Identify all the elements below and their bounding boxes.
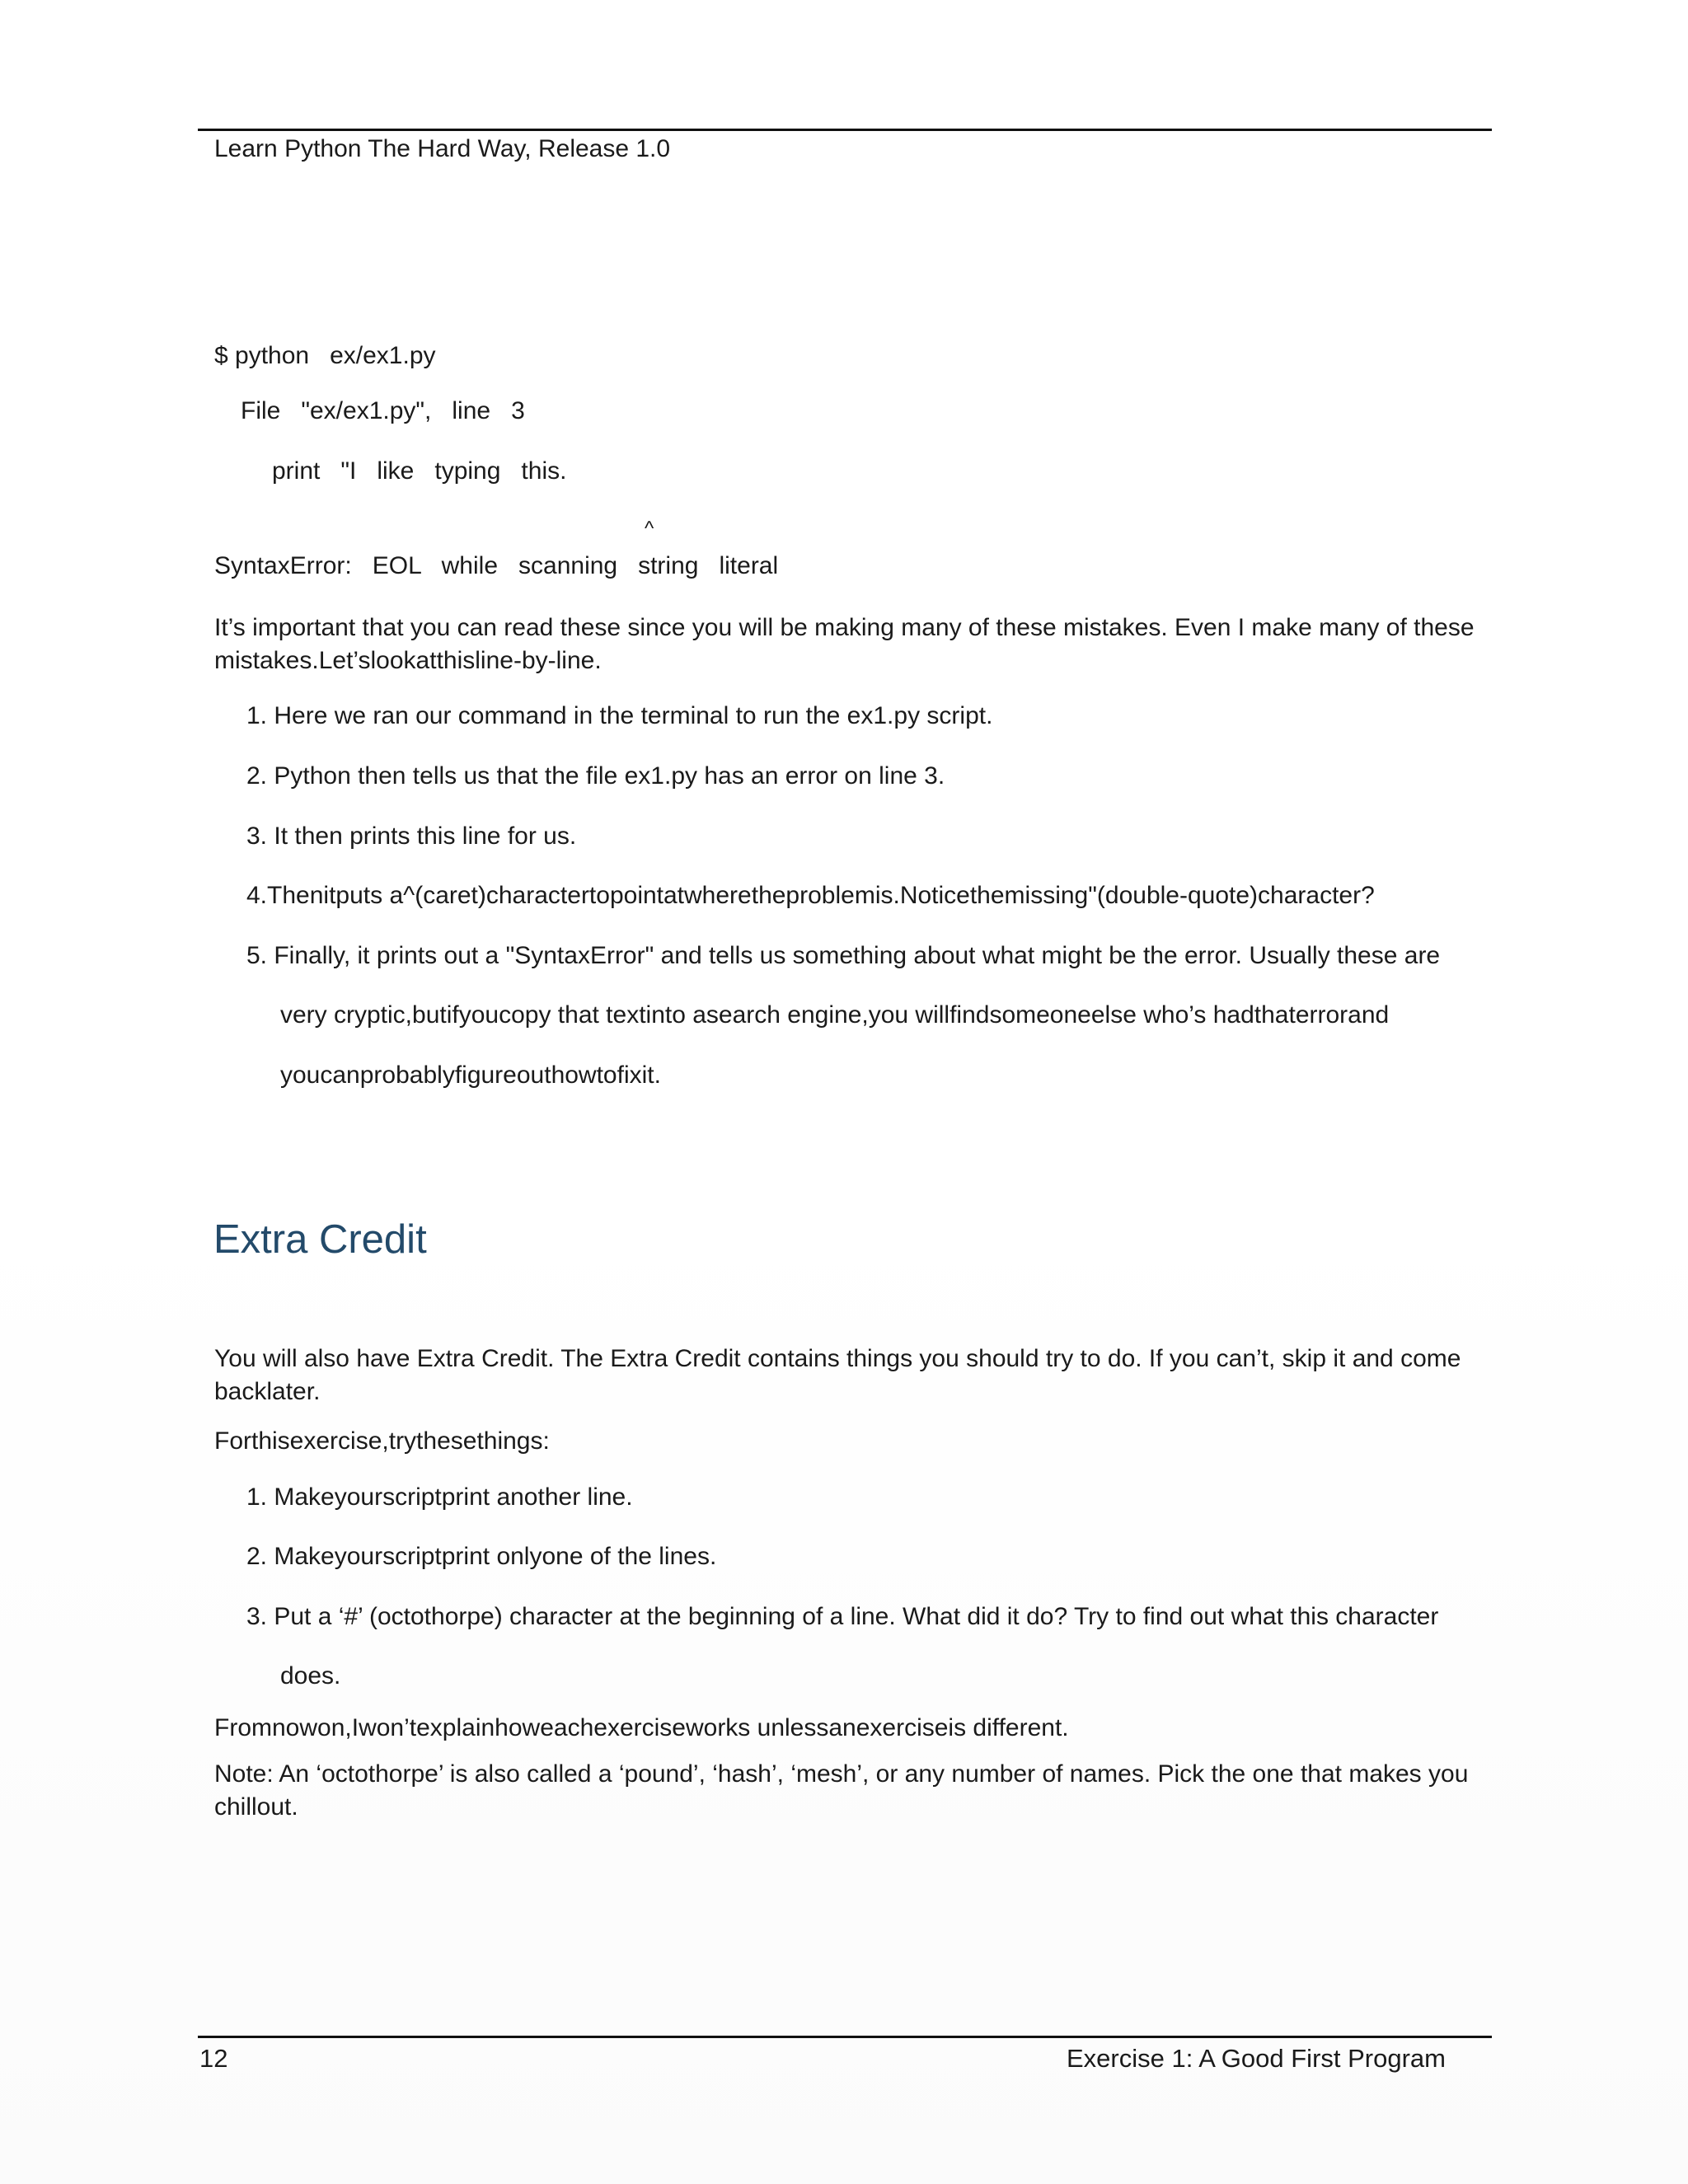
extra-credit-lead: Forthisexercise,trythesethings: [214, 1427, 550, 1455]
code-line-command: $ python ex/ex1.py [214, 342, 436, 369]
list-item: 4.Thenitputs a^(caret)charactertopointatwheretheproblemis.Noticethemissing"(double-quote)character? [246, 882, 1375, 909]
code-line-print: print "I like typing this. [272, 457, 567, 485]
intro-paragraph: It’s important that you can read these since you will be making many of these mistakes. Even I make many of these mistakes.Let’slookatthisline-by-line. [214, 614, 1475, 674]
extra-credit-paragraph: You will also have Extra Credit. The Extra Credit contains things you should try to do. If you can’t, skip it and come backlater. [214, 1345, 1461, 1405]
list-item: 1. Here we ran our command in the terminal to run the ex1.py script. [246, 702, 993, 729]
footer-rule [198, 2036, 1492, 2038]
list-item-continuation: does. [280, 1662, 341, 1690]
running-footer-chapter: Exercise 1: A Good First Program [1066, 2044, 1446, 2073]
list-item: 5. Finally, it prints out a "SyntaxError" and tells us something about what might be the error. Usually these are [246, 942, 1441, 969]
list-item-continuation: youcanprobablyfigureouthowtofixit. [280, 1062, 661, 1089]
header-rule [198, 129, 1492, 131]
code-line-caret: ^ [645, 518, 654, 540]
list-item: 2. Python then tells us that the file ex1.py has an error on line 3. [246, 762, 945, 790]
page-number: 12 [199, 2044, 228, 2073]
code-line-syntax-error: SyntaxError: EOL while scanning string literal [214, 552, 779, 579]
note-paragraph: Note: An ‘octothorpe’ is also called a ‘pound’, ‘hash’, ‘mesh’, or any number of names. Pick the one that makes you chillout. [214, 1760, 1469, 1821]
list-item: 1. Makeyourscriptprint another line. [246, 1483, 633, 1511]
running-header: Learn Python The Hard Way, Release 1.0 [214, 135, 671, 162]
list-item: 2. Makeyourscriptprint onlyone of the lines. [246, 1543, 717, 1570]
code-line-file: File "ex/ex1.py", line 3 [241, 397, 525, 424]
list-item: 3. Put a ‘#’ (octothorpe) character at the beginning of a line. What did it do? Try to find out what this character [246, 1603, 1439, 1630]
closing-paragraph: Fromnowon,Iwon’texplainhoweachexerciseworks unlessanexerciseis different. [214, 1714, 1069, 1741]
list-item-continuation: very cryptic,butifyoucopy that textinto asearch engine,you willfindsomeoneelse who’s hadthaterrorand [280, 1001, 1390, 1029]
list-item: 3. It then prints this line for us. [246, 823, 577, 850]
section-heading-extra-credit: Extra Credit [213, 1217, 427, 1262]
